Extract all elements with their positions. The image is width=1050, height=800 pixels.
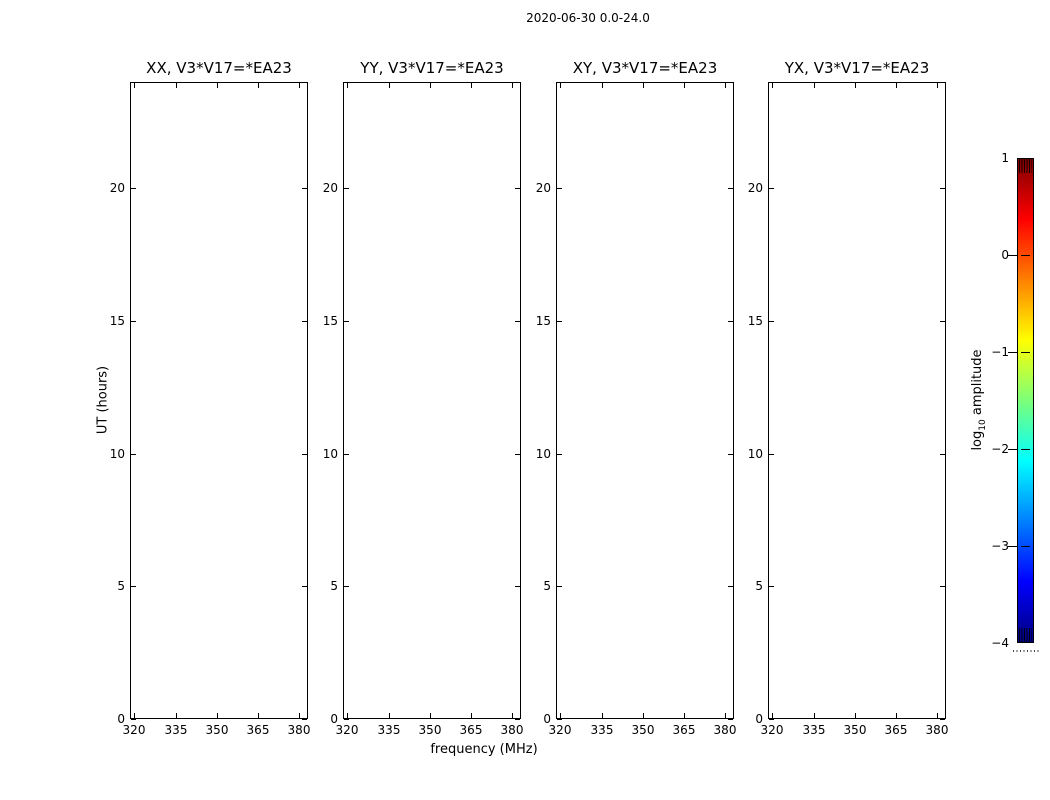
x-tick-label: 320 xyxy=(548,723,572,737)
y-tick-label: 5 xyxy=(543,579,551,593)
colorbar-tick-outer xyxy=(1008,352,1017,353)
x-tick-label: 380 xyxy=(925,723,949,737)
colorbar-axis-label xyxy=(970,349,988,450)
x-tick-bottom xyxy=(560,713,561,718)
x-tick-bottom xyxy=(684,713,685,718)
y-tick-left xyxy=(131,719,136,720)
x-tick-bottom xyxy=(855,713,856,718)
x-tick-bottom xyxy=(772,713,773,718)
colorbar-tick-inner xyxy=(1021,352,1030,353)
y-tick-right xyxy=(940,188,945,189)
x-tick-top xyxy=(560,83,561,88)
x-tick-top xyxy=(937,83,938,88)
y-tick-label: 15 xyxy=(747,314,763,328)
x-tick-top xyxy=(430,83,431,88)
y-tick-label: 0 xyxy=(543,712,551,726)
colorbar-tick-outer xyxy=(1008,546,1017,547)
x-tick-label: 365 xyxy=(672,723,696,737)
x-tick-bottom xyxy=(347,713,348,718)
y-tick-left xyxy=(557,188,562,189)
x-tick-label: 365 xyxy=(459,723,483,737)
x-tick-label: 380 xyxy=(500,723,524,737)
y-tick-left xyxy=(344,586,349,587)
x-tick-bottom xyxy=(430,713,431,718)
x-tick-top xyxy=(855,83,856,88)
subplot-title-yy: YY, V3*V17=*EA23 xyxy=(360,59,504,77)
x-tick-label: 350 xyxy=(205,723,229,737)
x-tick-label: 350 xyxy=(418,723,442,737)
y-tick-left xyxy=(344,719,349,720)
y-tick-label: 0 xyxy=(755,712,763,726)
x-tick-bottom xyxy=(643,713,644,718)
x-tick-bottom xyxy=(258,713,259,718)
x-tick-bottom xyxy=(896,713,897,718)
y-tick-label: 15 xyxy=(535,314,551,328)
y-tick-left xyxy=(557,719,562,720)
x-tick-top xyxy=(814,83,815,88)
x-tick-label: 335 xyxy=(164,723,188,737)
plot-area-yx xyxy=(768,82,946,719)
y-tick-left xyxy=(131,454,136,455)
x-tick-top xyxy=(258,83,259,88)
y-tick-label: 10 xyxy=(747,447,763,461)
y-tick-label: 10 xyxy=(535,447,551,461)
subplot-yx xyxy=(747,59,949,737)
x-tick-top xyxy=(347,83,348,88)
x-tick-top xyxy=(772,83,773,88)
y-tick-left xyxy=(769,719,774,720)
x-tick-label: 335 xyxy=(377,723,401,737)
y-tick-label: 10 xyxy=(322,447,338,461)
subplot-yy xyxy=(322,59,524,737)
y-tick-left xyxy=(344,188,349,189)
x-tick-top xyxy=(176,83,177,88)
y-tick-left xyxy=(769,188,774,189)
x-tick-top xyxy=(896,83,897,88)
x-tick-bottom xyxy=(602,713,603,718)
y-tick-label: 5 xyxy=(755,579,763,593)
colorbar-label-log: log xyxy=(970,430,986,451)
y-tick-label: 15 xyxy=(322,314,338,328)
x-tick-label: 320 xyxy=(760,723,784,737)
y-tick-left xyxy=(557,454,562,455)
x-tick-label: 320 xyxy=(122,723,146,737)
plot-area-xx xyxy=(130,82,308,719)
colorbar-hatch-bottom xyxy=(1019,628,1032,642)
x-tick-top xyxy=(643,83,644,88)
colorbar-tick-label: 1 xyxy=(1001,151,1009,165)
x-tick-bottom xyxy=(937,713,938,718)
colorbar-tick-label: 0 xyxy=(1001,248,1009,262)
y-tick-label: 20 xyxy=(109,181,125,195)
subplot-title-xy: XY, V3*V17=*EA23 xyxy=(572,59,718,77)
subplot-title-xx: XX, V3*V17=*EA23 xyxy=(146,59,292,77)
x-tick-label: 380 xyxy=(287,723,311,737)
x-tick-bottom xyxy=(389,713,390,718)
y-tick-right xyxy=(940,321,945,322)
colorbar-tick-label: −2 xyxy=(991,442,1009,456)
x-tick-bottom xyxy=(217,713,218,718)
x-tick-label: 380 xyxy=(713,723,737,737)
y-axis-label: UT (hours) xyxy=(95,365,111,435)
y-tick-label: 20 xyxy=(322,181,338,195)
subplot-xy xyxy=(535,59,737,737)
colorbar-gradient xyxy=(1017,158,1034,643)
x-tick-bottom xyxy=(176,713,177,718)
y-tick-right xyxy=(940,454,945,455)
x-tick-top xyxy=(389,83,390,88)
subplot-xx xyxy=(109,59,311,737)
colorbar-tick-outer xyxy=(1008,255,1017,256)
y-tick-left xyxy=(344,321,349,322)
y-tick-left xyxy=(557,586,562,587)
x-tick-label: 320 xyxy=(335,723,359,737)
x-tick-label: 350 xyxy=(631,723,655,737)
y-tick-left xyxy=(769,454,774,455)
colorbar-tick-label: −4 xyxy=(991,636,1009,650)
x-tick-bottom xyxy=(471,713,472,718)
y-tick-label: 5 xyxy=(117,579,125,593)
colorbar-tick-label: −1 xyxy=(991,345,1009,359)
colorbar-dotted-line xyxy=(1013,650,1040,652)
x-tick-label: 365 xyxy=(246,723,270,737)
plot-area-yy xyxy=(343,82,521,719)
y-tick-left xyxy=(131,188,136,189)
x-tick-label: 335 xyxy=(802,723,826,737)
colorbar-hatch-top xyxy=(1019,159,1032,173)
y-tick-label: 20 xyxy=(747,181,763,195)
x-tick-top xyxy=(512,83,513,88)
x-tick-top xyxy=(725,83,726,88)
plot-area-xy xyxy=(556,82,734,719)
subplot-title-yx: YX, V3*V17=*EA23 xyxy=(784,59,930,77)
y-tick-left xyxy=(131,586,136,587)
x-tick-top xyxy=(471,83,472,88)
y-tick-right xyxy=(940,586,945,587)
y-tick-left xyxy=(344,454,349,455)
colorbar-tick-inner xyxy=(1021,546,1030,547)
x-axis-label: frequency (MHz) xyxy=(430,742,538,757)
x-tick-label: 335 xyxy=(590,723,614,737)
colorbar-label-amplitude: amplitude xyxy=(970,349,986,420)
x-tick-top xyxy=(299,83,300,88)
y-tick-left xyxy=(557,321,562,322)
colorbar-tick-outer xyxy=(1008,449,1017,450)
colorbar-tick-inner xyxy=(1021,255,1030,256)
y-tick-label: 20 xyxy=(535,181,551,195)
y-tick-right xyxy=(940,719,945,720)
y-tick-left xyxy=(769,586,774,587)
x-tick-label: 365 xyxy=(884,723,908,737)
y-tick-label: 0 xyxy=(330,712,338,726)
figure-title: 2020-06-30 0.0-24.0 xyxy=(526,11,650,25)
colorbar-tick-inner xyxy=(1021,449,1030,450)
colorbar-tick-label: −3 xyxy=(991,539,1009,553)
y-tick-left xyxy=(769,321,774,322)
y-tick-label: 5 xyxy=(330,579,338,593)
x-tick-top xyxy=(217,83,218,88)
x-tick-top xyxy=(602,83,603,88)
y-tick-label: 10 xyxy=(109,447,125,461)
colorbar xyxy=(991,151,1034,650)
x-tick-bottom xyxy=(814,713,815,718)
x-tick-bottom xyxy=(134,713,135,718)
y-tick-label: 0 xyxy=(117,712,125,726)
y-tick-label: 15 xyxy=(109,314,125,328)
x-tick-label: 350 xyxy=(843,723,867,737)
colorbar-label-subscript: 10 xyxy=(977,419,988,431)
y-tick-left xyxy=(131,321,136,322)
x-tick-top xyxy=(134,83,135,88)
x-tick-top xyxy=(684,83,685,88)
